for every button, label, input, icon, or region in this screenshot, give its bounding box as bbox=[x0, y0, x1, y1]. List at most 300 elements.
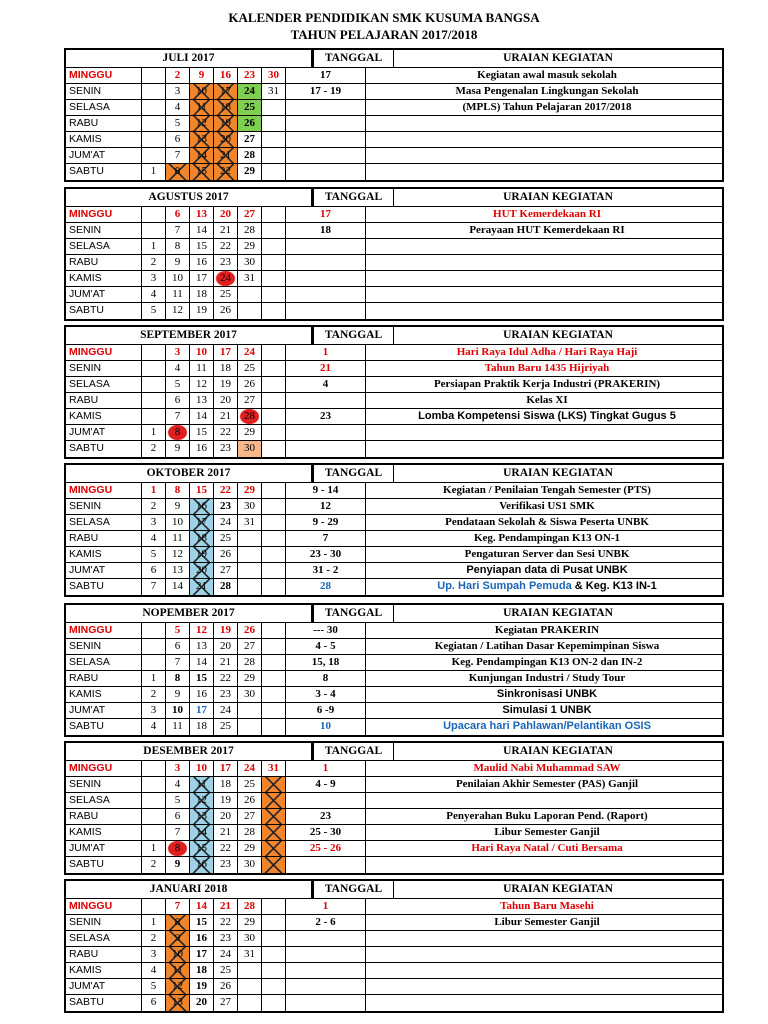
day-label: JUM'AT bbox=[66, 979, 142, 994]
tanggal-header: TANGGAL bbox=[314, 189, 394, 206]
event-text: Hari Raya Idul Adha / Hari Raya Haji bbox=[456, 346, 638, 358]
event-description bbox=[366, 271, 722, 286]
day-label: RABU bbox=[66, 671, 142, 686]
event-text: Keg. Pendampingan K13 ON-2 dan IN-2 bbox=[451, 656, 643, 668]
day-row bbox=[66, 441, 722, 457]
date-cell: 28 bbox=[214, 579, 238, 595]
date-cell: 5 bbox=[142, 979, 166, 994]
event-date: 6 -9 bbox=[286, 703, 366, 718]
date-cell bbox=[262, 223, 286, 238]
event-date: 9 - 29 bbox=[286, 515, 366, 530]
day-row bbox=[66, 303, 722, 319]
date-cell bbox=[142, 655, 166, 670]
day-row bbox=[66, 947, 722, 963]
event-date bbox=[286, 947, 366, 962]
event-text: Sinkronisasi UNBK bbox=[496, 688, 598, 700]
day-label: SABTU bbox=[66, 579, 142, 595]
date-cell bbox=[262, 441, 286, 457]
event-description bbox=[366, 483, 722, 498]
date-cell bbox=[262, 531, 286, 546]
date-cell bbox=[262, 515, 286, 530]
date-cell: 21 bbox=[214, 825, 238, 840]
day-label: KAMIS bbox=[66, 271, 142, 286]
day-row bbox=[66, 563, 722, 579]
day-label: RABU bbox=[66, 393, 142, 408]
date-cell: 3 bbox=[166, 345, 190, 360]
date-cell bbox=[262, 947, 286, 962]
date-cell: 10 bbox=[166, 271, 190, 286]
date-cell: 23 bbox=[238, 68, 262, 83]
date-cell: 5 bbox=[166, 377, 190, 392]
date-cell: 2 bbox=[142, 441, 166, 457]
date-cell: 8 bbox=[166, 915, 190, 930]
date-cell bbox=[262, 639, 286, 654]
date-cell: 17 bbox=[214, 345, 238, 360]
date-cell bbox=[142, 207, 166, 222]
date-cell: 7 bbox=[166, 223, 190, 238]
month-header-row bbox=[66, 327, 722, 345]
event-date: 10 bbox=[286, 719, 366, 735]
date-cell: 27 bbox=[214, 563, 238, 578]
date-cell bbox=[142, 761, 166, 776]
day-row bbox=[66, 793, 722, 809]
event-description bbox=[366, 148, 722, 163]
date-cell: 14 bbox=[190, 409, 214, 424]
date-cell: 22 bbox=[214, 483, 238, 498]
date-cell: 8 bbox=[166, 164, 190, 180]
event-date bbox=[286, 425, 366, 440]
date-cell bbox=[262, 393, 286, 408]
date-cell: 25 bbox=[238, 100, 262, 115]
day-label: SABTU bbox=[66, 857, 142, 873]
date-cell: 26 bbox=[214, 547, 238, 562]
event-description bbox=[366, 345, 722, 360]
date-cell bbox=[262, 287, 286, 302]
date-cell: 31 bbox=[262, 84, 286, 99]
day-label: SABTU bbox=[66, 164, 142, 180]
event-date bbox=[286, 255, 366, 270]
day-row bbox=[66, 207, 722, 223]
day-row bbox=[66, 639, 722, 655]
event-description bbox=[366, 563, 722, 578]
day-row bbox=[66, 223, 722, 239]
day-row bbox=[66, 377, 722, 393]
day-label: JUM'AT bbox=[66, 287, 142, 302]
event-text: HUT Kemerdekaan RI bbox=[493, 208, 601, 220]
date-cell: 24 bbox=[214, 271, 238, 286]
event-description bbox=[366, 116, 722, 131]
date-cell: 14 bbox=[190, 655, 214, 670]
date-cell: 27 bbox=[238, 639, 262, 654]
day-label: SENIN bbox=[66, 777, 142, 792]
event-description bbox=[366, 132, 722, 147]
calendar-title: KALENDER PENDIDIKAN SMK KUSUMA BANGSA bbox=[228, 10, 540, 25]
uraian-header: URAIAN KEGIATAN bbox=[503, 191, 613, 203]
event-date bbox=[286, 303, 366, 319]
day-label: RABU bbox=[66, 255, 142, 270]
date-cell bbox=[262, 931, 286, 946]
date-cell: 14 bbox=[190, 899, 214, 914]
day-label: RABU bbox=[66, 531, 142, 546]
date-cell: 26 bbox=[238, 793, 262, 808]
event-date: --- 30 bbox=[286, 623, 366, 638]
date-cell: 12 bbox=[166, 547, 190, 562]
month-name: AGUSTUS 2017 bbox=[66, 189, 314, 206]
day-row bbox=[66, 761, 722, 777]
date-cell: 30 bbox=[238, 687, 262, 702]
date-cell: 26 bbox=[238, 623, 262, 638]
event-date: 7 bbox=[286, 531, 366, 546]
date-cell: 27 bbox=[214, 995, 238, 1011]
day-label: SENIN bbox=[66, 84, 142, 99]
event-text: Kegiatan / Latihan Dasar Kepemimpinan Siswa bbox=[434, 640, 660, 652]
day-label: KAMIS bbox=[66, 409, 142, 424]
date-cell: 18 bbox=[190, 719, 214, 735]
date-cell bbox=[262, 425, 286, 440]
event-text: Kegiatan / Penilaian Tengah Semester (PTS) bbox=[443, 484, 651, 496]
event-text: Kegiatan PRAKERIN bbox=[494, 624, 600, 636]
date-cell: 23 bbox=[214, 931, 238, 946]
date-cell: 9 bbox=[166, 687, 190, 702]
date-cell: 30 bbox=[262, 68, 286, 83]
month-header-row bbox=[66, 881, 722, 899]
date-cell bbox=[262, 687, 286, 702]
day-label: MINGGU bbox=[66, 207, 142, 222]
date-cell: 15 bbox=[190, 425, 214, 440]
date-cell bbox=[262, 100, 286, 115]
date-cell bbox=[262, 499, 286, 514]
event-date bbox=[286, 287, 366, 302]
event-text: Upacara hari Pahlawan/Pelantikan OSIS bbox=[443, 720, 651, 732]
date-cell: 13 bbox=[190, 393, 214, 408]
day-row bbox=[66, 687, 722, 703]
tanggal-header: TANGGAL bbox=[314, 50, 394, 67]
date-cell: 6 bbox=[166, 132, 190, 147]
event-text: (MPLS) Tahun Pelajaran 2017/2018 bbox=[462, 101, 632, 113]
event-date: 2 - 6 bbox=[286, 915, 366, 930]
date-cell: 26 bbox=[238, 377, 262, 392]
date-cell: 23 bbox=[214, 441, 238, 457]
date-cell: 1 bbox=[142, 915, 166, 930]
day-row bbox=[66, 345, 722, 361]
event-text: Tahun Baru 1435 Hijriyah bbox=[484, 362, 610, 374]
date-cell bbox=[262, 623, 286, 638]
event-date: 1 bbox=[286, 899, 366, 914]
date-cell: 28 bbox=[238, 899, 262, 914]
date-cell: 20 bbox=[214, 207, 238, 222]
day-label: SELASA bbox=[66, 655, 142, 670]
date-cell: 8 bbox=[166, 671, 190, 686]
date-cell: 29 bbox=[238, 164, 262, 180]
date-cell: 25 bbox=[214, 531, 238, 546]
event-description bbox=[366, 947, 722, 962]
date-cell: 23 bbox=[214, 255, 238, 270]
date-cell: 19 bbox=[214, 116, 238, 131]
date-cell: 6 bbox=[166, 809, 190, 824]
date-cell: 9 bbox=[166, 931, 190, 946]
event-date: 4 - 9 bbox=[286, 777, 366, 792]
date-cell: 6 bbox=[142, 563, 166, 578]
day-row bbox=[66, 515, 722, 531]
day-label: SELASA bbox=[66, 793, 142, 808]
date-cell: 15 bbox=[190, 164, 214, 180]
event-description bbox=[366, 409, 722, 424]
date-cell: 24 bbox=[214, 515, 238, 530]
date-cell: 12 bbox=[190, 623, 214, 638]
event-description bbox=[366, 207, 722, 222]
date-cell: 15 bbox=[190, 239, 214, 254]
event-date: 17 - 19 bbox=[286, 84, 366, 99]
day-label: SENIN bbox=[66, 915, 142, 930]
date-cell: 24 bbox=[238, 345, 262, 360]
date-cell: 3 bbox=[166, 84, 190, 99]
date-cell: 4 bbox=[142, 963, 166, 978]
date-cell bbox=[262, 719, 286, 735]
date-cell bbox=[238, 703, 262, 718]
date-cell: 23 bbox=[214, 687, 238, 702]
event-text: Keg. Pendampingan K13 ON-1 bbox=[473, 532, 621, 544]
date-cell: 4 bbox=[166, 100, 190, 115]
date-cell bbox=[262, 271, 286, 286]
month-header-row bbox=[66, 465, 722, 483]
date-cell bbox=[262, 345, 286, 360]
date-cell: 30 bbox=[238, 441, 262, 457]
date-cell: 3 bbox=[166, 761, 190, 776]
event-date: 25 - 26 bbox=[286, 841, 366, 856]
date-cell bbox=[262, 255, 286, 270]
event-date bbox=[286, 239, 366, 254]
event-date bbox=[286, 995, 366, 1011]
date-cell bbox=[142, 223, 166, 238]
day-row bbox=[66, 963, 722, 979]
event-date bbox=[286, 931, 366, 946]
day-row bbox=[66, 499, 722, 515]
date-cell: 16 bbox=[190, 687, 214, 702]
date-cell: 31 bbox=[238, 515, 262, 530]
month-block bbox=[64, 741, 724, 875]
date-cell: 13 bbox=[190, 132, 214, 147]
date-cell bbox=[262, 841, 286, 856]
day-row bbox=[66, 84, 722, 100]
event-text: Penilaian Akhir Semester (PAS) Ganjil bbox=[455, 778, 639, 790]
date-cell: 3 bbox=[142, 703, 166, 718]
date-cell: 27 bbox=[238, 207, 262, 222]
date-cell: 12 bbox=[166, 979, 190, 994]
date-cell: 28 bbox=[238, 148, 262, 163]
event-description bbox=[366, 303, 722, 319]
event-description bbox=[366, 84, 722, 99]
event-description bbox=[366, 639, 722, 654]
date-cell bbox=[262, 671, 286, 686]
event-description bbox=[366, 915, 722, 930]
date-cell: 23 bbox=[214, 857, 238, 873]
day-label: MINGGU bbox=[66, 68, 142, 83]
date-cell: 17 bbox=[214, 761, 238, 776]
date-cell: 4 bbox=[142, 531, 166, 546]
date-cell bbox=[238, 531, 262, 546]
date-cell: 2 bbox=[142, 687, 166, 702]
date-cell: 20 bbox=[214, 639, 238, 654]
date-cell: 10 bbox=[166, 703, 190, 718]
date-cell: 22 bbox=[214, 671, 238, 686]
date-cell bbox=[262, 409, 286, 424]
date-cell bbox=[142, 393, 166, 408]
day-row bbox=[66, 483, 722, 499]
date-cell bbox=[262, 483, 286, 498]
date-cell: 28 bbox=[238, 655, 262, 670]
date-cell: 5 bbox=[166, 623, 190, 638]
date-cell bbox=[262, 793, 286, 808]
event-text: Masa Pengenalan Lingkungan Sekolah bbox=[455, 85, 639, 97]
date-cell: 18 bbox=[190, 287, 214, 302]
date-cell: 19 bbox=[214, 377, 238, 392]
day-row bbox=[66, 271, 722, 287]
event-text-extra: & Keg. K13 IN-1 bbox=[571, 580, 657, 592]
date-cell: 11 bbox=[166, 531, 190, 546]
day-row bbox=[66, 100, 722, 116]
date-cell bbox=[262, 239, 286, 254]
event-description bbox=[366, 68, 722, 83]
day-label: SENIN bbox=[66, 639, 142, 654]
date-cell: 17 bbox=[190, 271, 214, 286]
event-description bbox=[366, 995, 722, 1011]
date-cell: 18 bbox=[190, 531, 214, 546]
date-cell: 17 bbox=[214, 84, 238, 99]
event-description bbox=[366, 531, 722, 546]
month-header-row bbox=[66, 743, 722, 761]
date-cell: 14 bbox=[190, 825, 214, 840]
date-cell: 30 bbox=[238, 499, 262, 514]
event-text: Pengaturan Server dan Sesi UNBK bbox=[464, 548, 630, 560]
event-description bbox=[366, 777, 722, 792]
date-cell bbox=[262, 899, 286, 914]
day-label: JUM'AT bbox=[66, 703, 142, 718]
day-label: SENIN bbox=[66, 223, 142, 238]
day-row bbox=[66, 425, 722, 441]
month-block bbox=[64, 48, 724, 182]
event-description bbox=[366, 287, 722, 302]
day-row bbox=[66, 703, 722, 719]
date-cell: 9 bbox=[166, 255, 190, 270]
date-cell: 7 bbox=[166, 899, 190, 914]
date-cell bbox=[262, 809, 286, 824]
event-description bbox=[366, 671, 722, 686]
date-cell: 31 bbox=[238, 947, 262, 962]
event-date bbox=[286, 148, 366, 163]
date-cell: 1 bbox=[142, 239, 166, 254]
date-cell: 15 bbox=[190, 671, 214, 686]
day-label: SELASA bbox=[66, 100, 142, 115]
date-cell: 20 bbox=[190, 563, 214, 578]
date-cell: 25 bbox=[214, 719, 238, 735]
event-text: Kelas XI bbox=[526, 394, 568, 406]
date-cell: 11 bbox=[190, 777, 214, 792]
date-cell bbox=[142, 148, 166, 163]
day-label: JUM'AT bbox=[66, 563, 142, 578]
date-cell: 29 bbox=[238, 425, 262, 440]
date-cell: 29 bbox=[238, 239, 262, 254]
month-block bbox=[64, 187, 724, 321]
date-cell bbox=[142, 793, 166, 808]
day-label: SELASA bbox=[66, 239, 142, 254]
event-description bbox=[366, 931, 722, 946]
date-cell: 19 bbox=[190, 303, 214, 319]
month-block bbox=[64, 879, 724, 1013]
day-row bbox=[66, 239, 722, 255]
event-text: Pendataan Sekolah & Siswa Peserta UNBK bbox=[445, 516, 649, 528]
event-date: 17 bbox=[286, 68, 366, 83]
date-cell bbox=[262, 777, 286, 792]
date-cell bbox=[262, 303, 286, 319]
date-cell bbox=[262, 563, 286, 578]
date-cell: 30 bbox=[238, 857, 262, 873]
date-cell: 8 bbox=[166, 483, 190, 498]
date-cell: 10 bbox=[166, 515, 190, 530]
date-cell: 7 bbox=[166, 655, 190, 670]
event-description bbox=[366, 687, 722, 702]
month-name: DESEMBER 2017 bbox=[66, 743, 314, 760]
event-description bbox=[366, 761, 722, 776]
date-cell bbox=[142, 132, 166, 147]
event-date bbox=[286, 164, 366, 180]
date-cell: 29 bbox=[238, 915, 262, 930]
event-date bbox=[286, 393, 366, 408]
date-cell: 21 bbox=[214, 148, 238, 163]
event-text: Tahun Baru Masehi bbox=[500, 900, 594, 912]
event-date: 18 bbox=[286, 223, 366, 238]
date-cell: 17 bbox=[190, 703, 214, 718]
date-cell bbox=[142, 100, 166, 115]
date-cell: 16 bbox=[214, 68, 238, 83]
event-description bbox=[366, 547, 722, 562]
event-date: 1 bbox=[286, 345, 366, 360]
date-cell bbox=[238, 547, 262, 562]
month-name: JULI 2017 bbox=[66, 50, 314, 67]
date-cell: 10 bbox=[190, 345, 214, 360]
date-cell: 19 bbox=[190, 979, 214, 994]
date-cell: 22 bbox=[214, 164, 238, 180]
event-description bbox=[366, 377, 722, 392]
date-cell: 18 bbox=[190, 963, 214, 978]
date-cell: 18 bbox=[214, 777, 238, 792]
event-description bbox=[366, 164, 722, 180]
day-row bbox=[66, 671, 722, 687]
day-row bbox=[66, 857, 722, 873]
date-cell: 1 bbox=[142, 425, 166, 440]
date-cell bbox=[142, 623, 166, 638]
uraian-header: URAIAN KEGIATAN bbox=[503, 745, 613, 757]
uraian-header: URAIAN KEGIATAN bbox=[503, 467, 613, 479]
date-cell: 9 bbox=[166, 499, 190, 514]
event-description bbox=[366, 223, 722, 238]
event-date: 31 - 2 bbox=[286, 563, 366, 578]
date-cell: 16 bbox=[190, 857, 214, 873]
date-cell bbox=[262, 825, 286, 840]
event-date: 15, 18 bbox=[286, 655, 366, 670]
event-description bbox=[366, 499, 722, 514]
date-cell bbox=[262, 132, 286, 147]
date-cell: 13 bbox=[190, 207, 214, 222]
date-cell: 4 bbox=[166, 361, 190, 376]
date-cell: 5 bbox=[166, 116, 190, 131]
event-date: 9 - 14 bbox=[286, 483, 366, 498]
date-cell: 7 bbox=[142, 579, 166, 595]
day-row bbox=[66, 148, 722, 164]
event-date: 17 bbox=[286, 207, 366, 222]
date-cell: 20 bbox=[214, 809, 238, 824]
day-row bbox=[66, 655, 722, 671]
tanggal-header: TANGGAL bbox=[314, 605, 394, 622]
